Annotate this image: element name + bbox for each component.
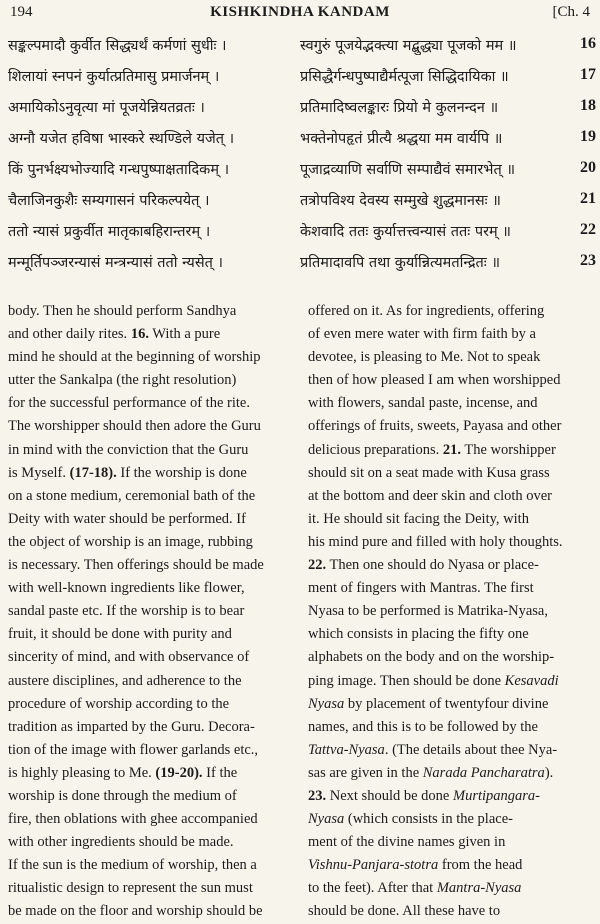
text-line: offerings of fruits, sweets, Payasa and other: [308, 418, 562, 435]
text-line: sas are given in the Narada Pancharatra).: [308, 764, 554, 781]
verse-second-half: प्रसिद्धैर्गन्धपुष्पाद्यैर्मत्पूजा सिद्धिदायिका ॥: [300, 69, 509, 85]
italic-term: Nyasa: [308, 811, 345, 828]
italic-term: Vishnu-Panjara-stotra: [308, 857, 439, 874]
translation-right-column: [308, 300, 594, 924]
text-line: his mind pure and filled with holy thoughts.: [308, 533, 563, 550]
verse-line: [8, 125, 596, 156]
verse-number: 21: [580, 190, 596, 207]
text-line: which consists in placing the fifty one: [308, 626, 529, 643]
italic-term: Nyasa: [308, 695, 345, 712]
text-line: Nyasa by placement of twentyfour divine: [308, 695, 549, 712]
text-line: tradition as imparted by the Guru. Decora-: [8, 718, 255, 735]
verse-first-half: शिलायां स्नपनं कुर्यात्प्रतिमासु प्रमार्जनम् ।: [8, 69, 220, 85]
verse-ref: 21.: [442, 441, 462, 458]
book-title: KISHKINDHA KANDAM: [210, 4, 390, 20]
text-line: ping image. Then should be done Kesavadi: [308, 672, 559, 689]
text-line: ment of fingers with Mantras. The first: [308, 580, 534, 597]
verse-line: [8, 63, 596, 94]
text-line: 23. Next should be done Murtipangara-: [308, 787, 540, 804]
chapter-label: [Ch. 4: [552, 4, 590, 20]
verse-first-half: मन्मूर्तिपञ्जरन्यासं मन्त्रन्यासं ततो न्यसेत् ।: [8, 255, 223, 271]
italic-term: Narada Pancharatra: [422, 764, 545, 781]
verse-number: 23: [580, 252, 596, 269]
page-number: 194: [10, 4, 33, 20]
text-line: is necessary. Then offerings should be made: [8, 557, 264, 574]
verse-first-half: किं पुनर्भक्ष्यभोज्यादि गन्धपुष्पाक्षतादिकम् ।: [8, 162, 230, 178]
text-line: ritualistic design to represent the sun must: [8, 880, 253, 897]
verse-number: 20: [580, 159, 596, 176]
verse-first-half: अमायिकोऽनुवृत्या मां पूजयेन्नियतव्रतः ।: [8, 100, 205, 116]
verse-number: 17: [580, 66, 596, 83]
text-line: with other ingredients should be made.: [8, 834, 234, 851]
verse-line: [8, 156, 596, 187]
text-line: the object of worship is an image, rubbing: [8, 533, 253, 550]
text-line: for the successful performance of the rite.: [8, 395, 250, 412]
text-line: with well-known ingredients like flower,: [8, 580, 245, 597]
text-line: Deity with water should be performed. If: [8, 510, 246, 527]
text-line: sincerity of mind, and with observance of: [8, 649, 250, 666]
text-line: is Myself. (17-18). If the worship is done: [8, 464, 247, 481]
verse-line: [8, 218, 596, 249]
sanskrit-verses: [8, 32, 596, 280]
text-line: and other daily rites. 16. With a pure: [8, 326, 221, 343]
verse-ref: 16.: [130, 326, 149, 343]
text-line: delicious preparations. 21. The worshipper: [308, 441, 556, 458]
text-line: procedure of worship according to the: [8, 695, 230, 712]
verse-first-half: चैलाजिनकुशैः सम्यगासनं परिकल्पयेत् ।: [8, 193, 210, 209]
text-line: fruit, it should be done with purity and: [8, 626, 232, 643]
verse-second-half: तत्रोपविश्य देवस्य सम्मुखे शुद्धमानसः ॥: [300, 193, 501, 209]
verse-ref: (17-18).: [69, 464, 117, 481]
italic-term: Tattva-Nyasa: [308, 741, 385, 758]
text-line: in mind with the conviction that the Guru: [8, 441, 249, 458]
text-line: devotee, is pleasing to Me. Not to speak: [308, 349, 541, 366]
italic-term: Kesavadi: [504, 672, 559, 689]
text-line: Nyasa (which consists in the place-: [308, 811, 513, 828]
verse-ref: 22.: [308, 557, 327, 574]
text-line: with flowers, sandal paste, incense, and: [308, 395, 538, 412]
text-line: mind he should at the beginning of worship: [8, 349, 261, 366]
text-line: worship is done through the medium of: [8, 787, 237, 804]
verse-second-half: प्रतिमादिष्वलङ्कारः प्रियो मे कुलनन्दन ॥: [300, 100, 499, 116]
verse-second-half: पूजाद्रव्याणि सर्वाणि सम्पाद्यैवं समारभेत् ॥: [300, 162, 516, 178]
verse-ref: (19-20).: [155, 764, 203, 781]
verse-second-half: स्वगुरुं पूजयेद्भक्त्या मद्बुद्ध्या पूजको मम ॥: [300, 38, 517, 54]
verse-second-half: केशवादि ततः कुर्यात्तत्त्वन्यासं ततः परम् ॥: [300, 224, 511, 240]
text-line: body. Then he should perform Sandhya: [8, 303, 237, 319]
verse-first-half: सङ्कल्पमादौ कुर्वीत सिद्ध्यर्थं कर्मणां सुधीः ।: [8, 38, 227, 54]
text-line: ment of the divine names given in: [308, 834, 506, 851]
verse-line: [8, 94, 596, 125]
verse-line: [8, 249, 596, 280]
text-line: to the feet). After that Mantra-Nyasa: [308, 880, 522, 897]
text-line: at the bottom and deer skin and cloth over: [308, 487, 553, 504]
text-line: 22. Then one should do Nyasa or place-: [308, 557, 539, 574]
verse-line: [8, 187, 596, 218]
italic-term: Murtipangara-: [452, 787, 540, 804]
text-line: on a stone medium, ceremonial bath of the: [8, 487, 256, 504]
text-line: then of how pleased I am when worshipped: [308, 372, 561, 389]
verse-second-half: भक्तेनोपहृतं प्रीत्यै श्रद्धया मम वार्यपि ॥: [300, 131, 503, 147]
verse-number: 18: [580, 97, 596, 114]
verse-second-half: प्रतिमादावपि तथा कुर्यान्नित्यमतन्द्रितः ॥: [300, 255, 501, 271]
text-line: alphabets on the body and on the worship-: [308, 649, 555, 666]
text-line: should sit on a seat made with Kusa grass: [308, 464, 550, 481]
page-header: [10, 4, 590, 24]
text-line: names, and this is to be followed by the: [308, 718, 538, 735]
verse-ref: 23.: [308, 787, 327, 804]
text-line: If the sun is the medium of worship, then a: [8, 857, 257, 874]
text-line: should be done. All these have to: [308, 903, 501, 920]
text-line: is highly pleasing to Me. (19-20). If the: [8, 764, 238, 781]
text-line: The worshipper should then adore the Guru: [8, 418, 261, 435]
text-line: of even mere water with firm faith by a: [308, 326, 536, 343]
text-line: it. He should sit facing the Deity, with: [308, 510, 529, 527]
text-line: austere disciplines, and adherence to the: [8, 672, 242, 689]
text-line: Nyasa to be performed is Matrika-Nyasa,: [308, 603, 548, 620]
text-line: tion of the image with flower garlands etc.,: [8, 741, 259, 758]
verse-number: 19: [580, 128, 596, 145]
text-line: sandal paste etc. If the worship is to bear: [8, 603, 245, 620]
translation-left-column: [8, 300, 294, 924]
italic-term: Mantra-Nyasa: [436, 880, 522, 897]
text-line: Tattva-Nyasa. (The details about thee Nya-: [308, 741, 558, 758]
text-line: offered on it. As for ingredients, offering: [308, 303, 545, 319]
verse-first-half: ततो न्यासं प्रकुर्वीत मातृकाबहिरान्तरम् ।: [8, 224, 211, 240]
text-line: be made on the floor and worship should be: [8, 903, 263, 920]
verse-number: 16: [580, 35, 596, 52]
verse-first-half: अग्नौ यजेत हविषा भास्करे स्थण्डिले यजेत् ।: [8, 131, 235, 147]
text-line: utter the Sankalpa (the right resolution): [8, 372, 237, 389]
verse-line: [8, 32, 596, 63]
text-line: Vishnu-Panjara-stotra from the head: [308, 857, 523, 874]
text-line: fire, then oblations with ghee accompanied: [8, 811, 258, 828]
verse-number: 22: [580, 221, 596, 238]
